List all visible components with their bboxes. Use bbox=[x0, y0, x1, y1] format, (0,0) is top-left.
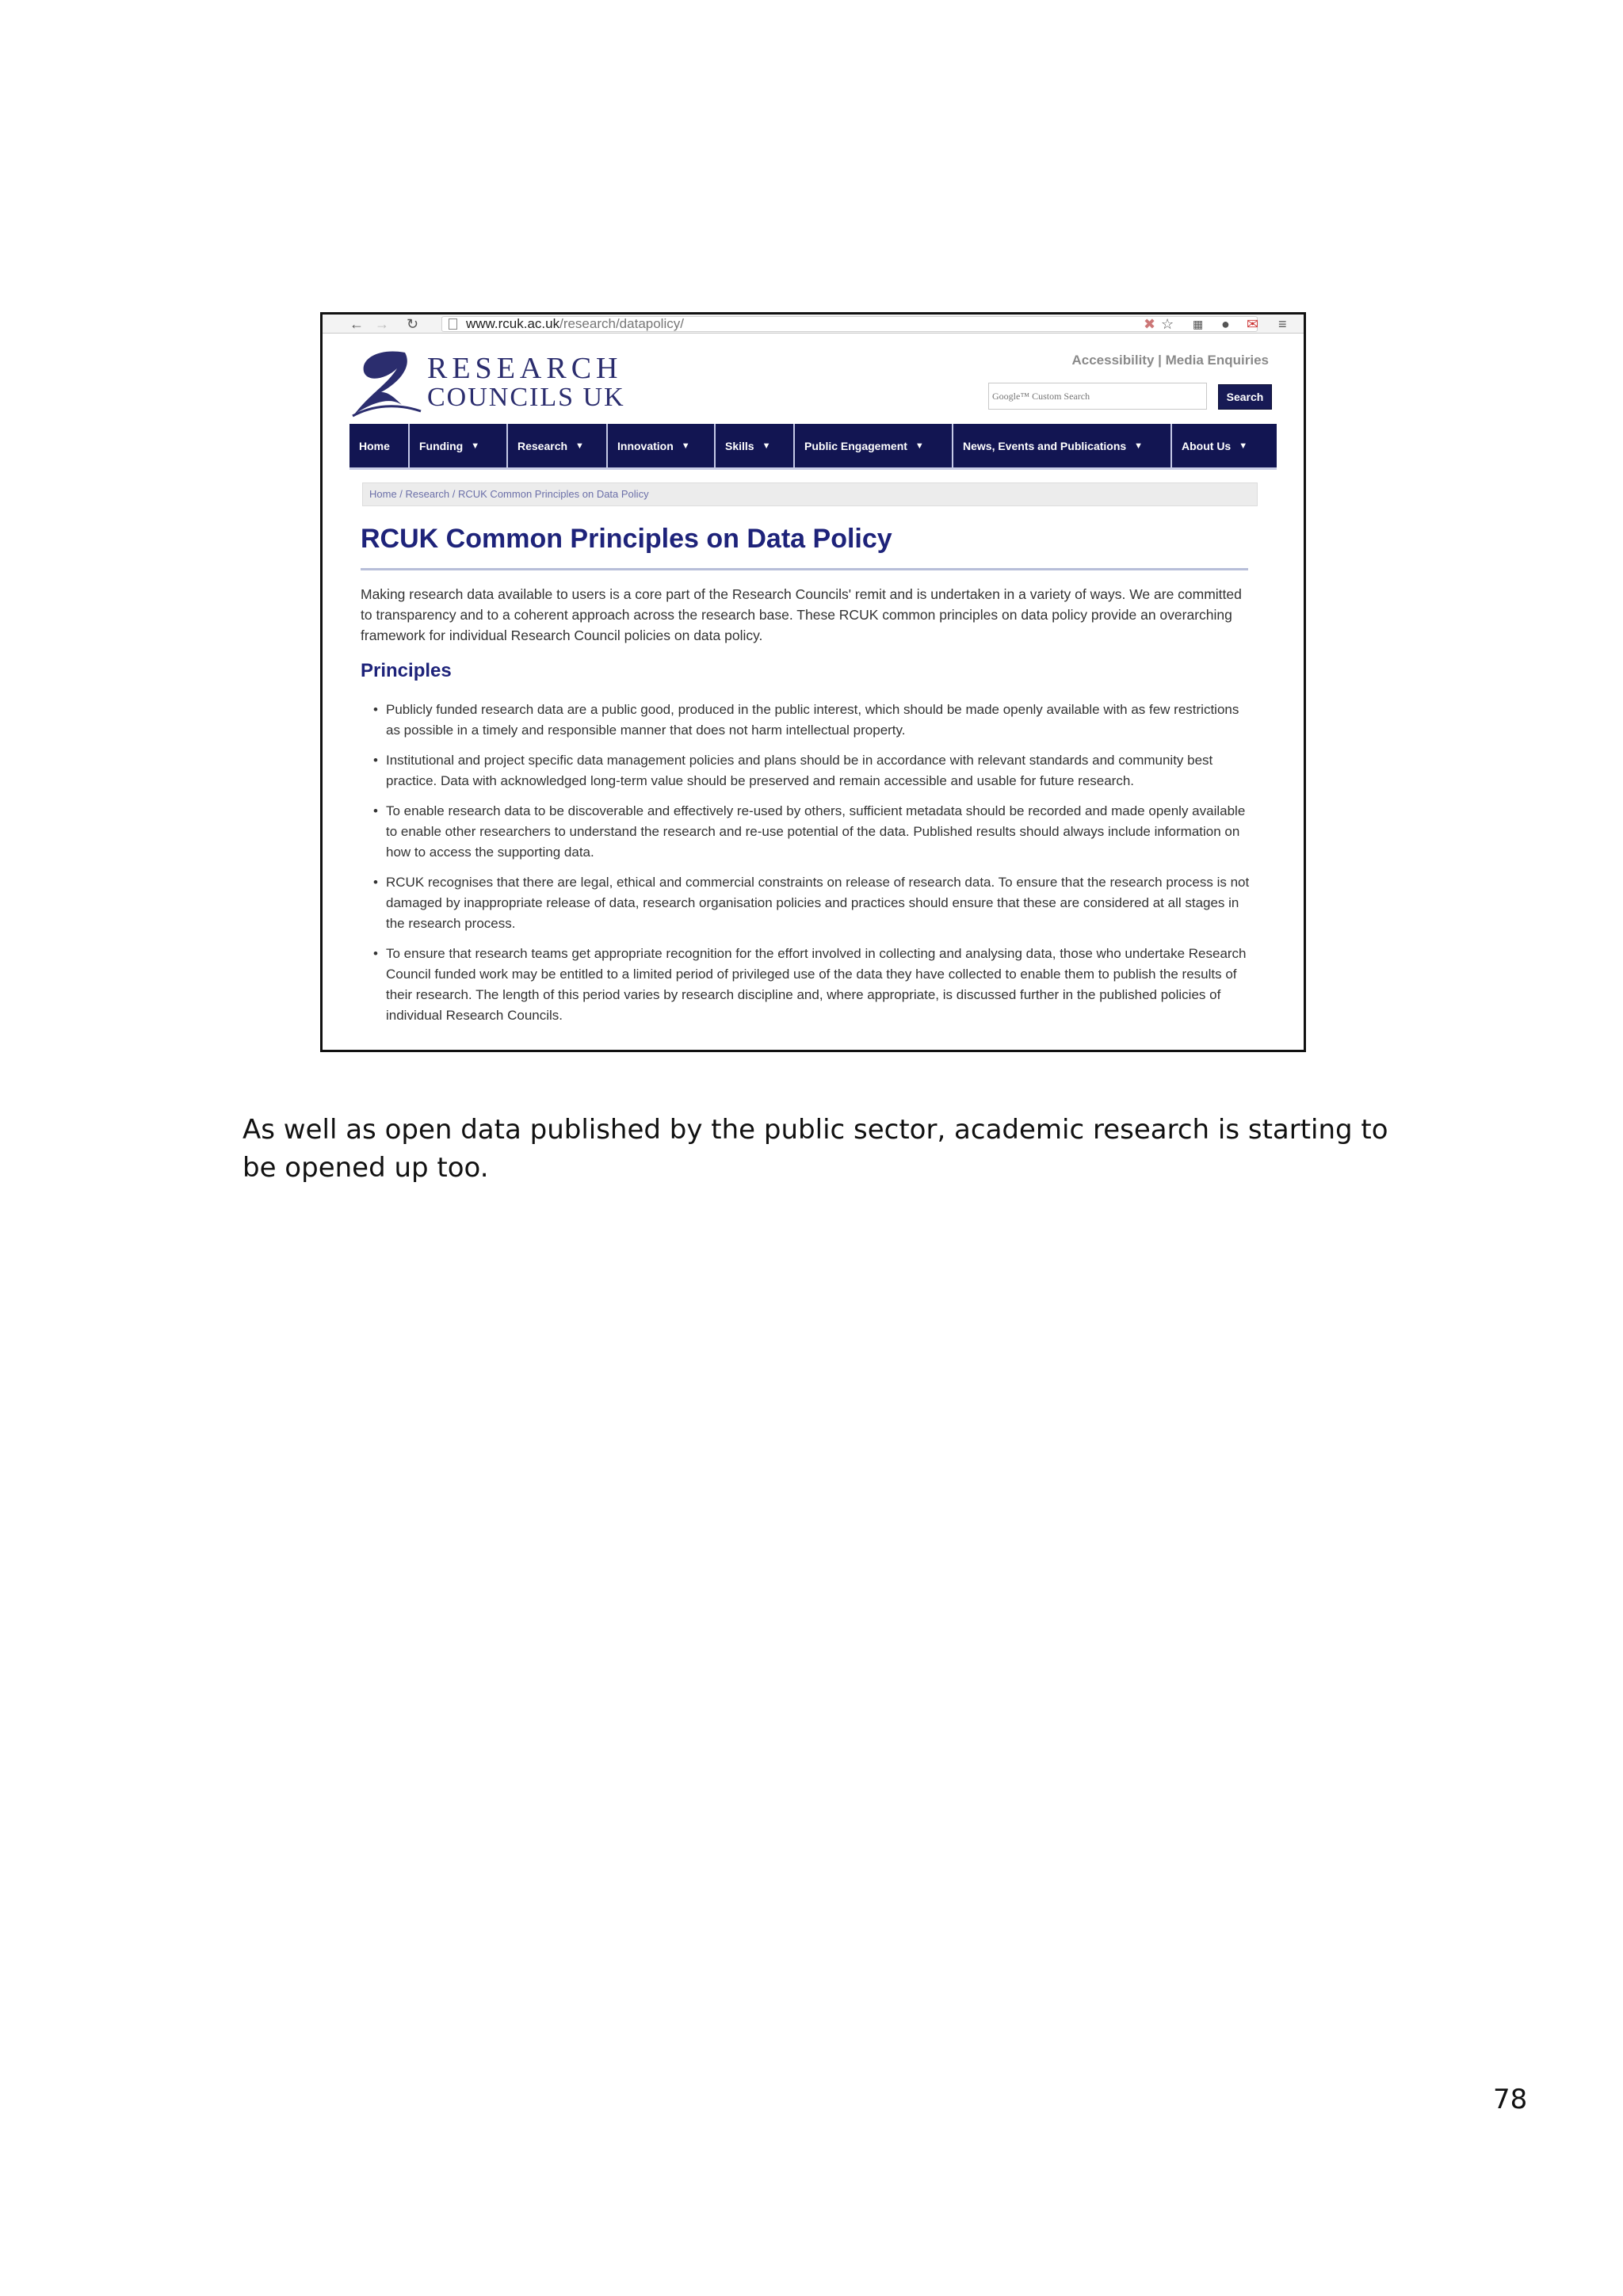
main-navigation bbox=[349, 424, 1277, 470]
rcuk-logo-icon[interactable] bbox=[349, 346, 426, 418]
nav-item-innovation[interactable] bbox=[608, 424, 716, 467]
apps-grid-icon[interactable]: ▦ bbox=[1193, 318, 1204, 330]
search-button[interactable]: Search bbox=[1218, 384, 1272, 410]
caret-down-icon: ▼ bbox=[575, 441, 584, 451]
page-number: 78 bbox=[1493, 2084, 1528, 2115]
utility-separator: | bbox=[1154, 353, 1166, 368]
nav-label: Home bbox=[359, 439, 390, 452]
nav-label: Skills bbox=[725, 439, 754, 452]
nav-label: Funding bbox=[419, 439, 464, 452]
nav-label: Innovation bbox=[617, 439, 674, 452]
logo-wordmark-line1: RESEARCH bbox=[427, 352, 623, 385]
search-input[interactable] bbox=[988, 383, 1207, 410]
caret-down-icon: ▼ bbox=[681, 441, 690, 451]
url-host: www.rcuk.ac.uk bbox=[466, 316, 560, 331]
back-arrow-icon[interactable]: ← bbox=[349, 316, 364, 332]
nav-label: About Us bbox=[1182, 439, 1232, 452]
nav-label: Public Engagement bbox=[804, 439, 907, 452]
nav-item-research[interactable] bbox=[508, 424, 608, 467]
list-item: • To ensure that research teams get appropriate recognition for the effort involved in collecting and analysing data, those who undertake Research Council funded work may be entitled to a limited period of privileged use of the data they have collected to enable them to publish the results of their research. The length of this period varies by research discipline and, where appropriate, is discussed further in the published policies of individual Research Councils. bbox=[373, 944, 1253, 1026]
nav-item-about-us[interactable] bbox=[1172, 424, 1277, 467]
menu-icon[interactable]: ≡ bbox=[1278, 316, 1287, 332]
list-item: • To enable research data to be discoverable and effectively re-used by others, sufficient metadata should be recorded and made openly available to enable other researchers to understand the research and re-use potential of the data. Published results should always include information on how to access the supporting data. bbox=[373, 801, 1253, 863]
list-item: • Publicly funded research data are a public good, produced in the public interest, which should be made openly available with as few restrictions as possible in a timely and responsible manner that does not harm intellectual property. bbox=[373, 700, 1253, 741]
slide-caption: As well as open data published by the public sector, academic research is starting to be opened up too. bbox=[242, 1114, 1388, 1184]
address-bar[interactable] bbox=[441, 316, 1258, 332]
page-title: RCUK Common Principles on Data Policy bbox=[361, 524, 892, 554]
caret-down-icon: ▼ bbox=[762, 441, 771, 451]
list-item: • Institutional and project specific data management policies and plans should be in accordance with relevant standards and community best practice. Data with acknowledged long-term value should be preserved and remain accessible and usable for future research. bbox=[373, 750, 1253, 791]
principles-list bbox=[373, 700, 1253, 1035]
url-path: /research/datapolicy/ bbox=[559, 316, 684, 331]
nav-item-home[interactable] bbox=[349, 424, 410, 467]
page-icon bbox=[449, 318, 457, 330]
nav-label: News, Events and Publications bbox=[963, 439, 1127, 452]
breadcrumb[interactable]: Home / Research / RCUK Common Principles on Data Policy bbox=[362, 482, 1258, 506]
caret-down-icon: ▼ bbox=[915, 441, 924, 451]
nav-item-funding[interactable] bbox=[410, 424, 508, 467]
caret-down-icon: ▼ bbox=[471, 441, 480, 451]
accessibility-link[interactable]: Accessibility bbox=[1071, 353, 1155, 368]
browser-toolbar bbox=[323, 315, 1304, 334]
nav-item-skills[interactable] bbox=[716, 424, 795, 467]
bookmark-star-icon[interactable]: ☆ bbox=[1161, 316, 1174, 332]
title-divider bbox=[361, 568, 1248, 570]
nav-item-public-engagement[interactable] bbox=[795, 424, 953, 467]
forward-arrow-icon[interactable]: → bbox=[375, 316, 389, 332]
browser-extension-circle-icon[interactable]: ● bbox=[1221, 316, 1230, 332]
utility-links bbox=[1071, 353, 1269, 368]
intro-paragraph: Making research data available to users is a core part of the Research Councils' remit and is undertaken in a variety of ways. We are committed to transparency and to a coherent approach across the research base. These RCUK common principles on data policy provide an overarching framework for individual Research Council policies on data policy. bbox=[361, 586, 1242, 643]
media-enquiries-link[interactable]: Media Enquiries bbox=[1165, 353, 1269, 368]
principles-heading: Principles bbox=[361, 660, 452, 681]
nav-label: Research bbox=[517, 439, 568, 452]
mail-icon[interactable]: ✉ bbox=[1247, 316, 1259, 332]
website-screenshot bbox=[320, 312, 1306, 1052]
logo-wordmark-line2: COUNCILS UK bbox=[427, 383, 625, 412]
list-item: • RCUK recognises that there are legal, ethical and commercial constraints on release of research data. To ensure that the research process is not damaged by inappropriate release of data, research organisation policies and practices should ensure that these are considered at all stages in the research process. bbox=[373, 872, 1253, 934]
site-header bbox=[349, 334, 1277, 422]
extension-icon[interactable]: ✖ bbox=[1144, 316, 1156, 332]
caret-down-icon: ▼ bbox=[1134, 441, 1144, 451]
reload-icon[interactable]: ↻ bbox=[407, 316, 419, 332]
caret-down-icon: ▼ bbox=[1239, 441, 1248, 451]
nav-item-news-events-publications[interactable] bbox=[953, 424, 1172, 467]
